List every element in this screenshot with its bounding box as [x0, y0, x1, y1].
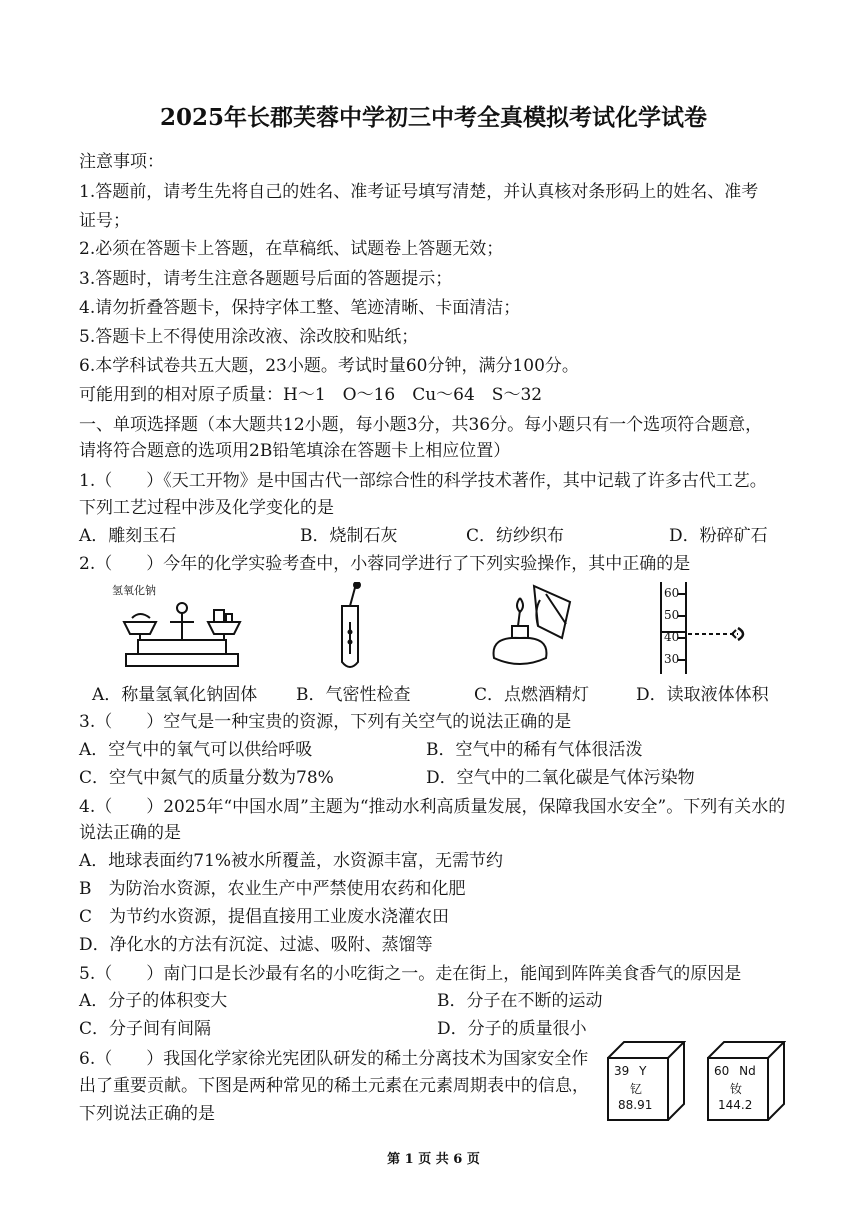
element-symbol: Y	[639, 1064, 647, 1078]
notes-item: 6.本学科试卷共五大题，23小题。考试时量60分钟，满分100分。	[79, 356, 579, 376]
exam-title: 2025年长郡芙蓉中学初三中考全真模拟考试化学试卷	[159, 104, 707, 131]
element-symbol: Nd	[739, 1064, 756, 1078]
q5-option-c: C．分子间有间隔	[79, 1019, 212, 1039]
notes-heading: 注意事项：	[79, 152, 164, 172]
atomic-mass: 88.91	[618, 1098, 653, 1112]
q4-option-b: B 为防治水资源，农业生产中严禁使用农药和化肥	[79, 879, 466, 899]
q2-option-c: C．点燃酒精灯	[474, 685, 590, 705]
tick-label: 60	[664, 586, 680, 600]
q6-stem-cont: 下列说法正确的是	[79, 1104, 215, 1124]
notes-item: 1.答题前，请考生先将自己的姓名、准考证号填写清楚，并认真核对条形码上的姓名、准考	[79, 182, 759, 202]
atomic-mass: 144.2	[718, 1098, 753, 1112]
atomic-masses: 可能用到的相对原子质量：H～1 O～16 Cu～64 S～32	[79, 385, 543, 405]
q3-option-c: C．空气中氮气的质量分数为78%	[79, 768, 334, 788]
element-name: 钇	[630, 1082, 643, 1096]
q2-option-a: A．称量氢氧化钠固体	[92, 685, 258, 705]
q4-option-a: A．地球表面约71%被水所覆盖，水资源丰富，无需节约	[79, 851, 504, 871]
tick-label: 50	[664, 608, 680, 622]
notes-item: 3.答题时，请考生注意各题题号后面的答题提示；	[79, 269, 453, 289]
notes-item: 证号；	[79, 211, 130, 231]
q3-option-a: A．空气中的氧气可以供给呼吸	[79, 740, 313, 760]
q1-option-b: B．烧制石灰	[300, 526, 398, 546]
test-tube-figure	[330, 582, 370, 678]
page-footer: 第 1 页 共 6 页	[387, 1152, 480, 1167]
q1-stem-cont: 下列工艺过程中涉及化学变化的是	[79, 498, 334, 518]
q1-option-a: A．雕刻玉石	[79, 526, 177, 546]
q1-stem: 1.（ ）《天工开物》是中国古代一部综合性的科学技术著作，其中记载了许多古代工艺。	[79, 471, 767, 491]
q2-option-b: B．气密性检查	[296, 685, 411, 705]
notes-item: 4.请勿折叠答题卡，保持字体工整、笔迹清晰、卡面清洁；	[79, 298, 521, 318]
q3-option-d: D．空气中的二氧化碳是气体污染物	[426, 768, 695, 788]
q4-option-d: D．净化水的方法有沉淀、过滤、吸附、蒸馏等	[79, 935, 433, 955]
q5-option-b: B．分子在不断的运动	[437, 991, 603, 1011]
alcohol-lamp-icon	[480, 580, 580, 680]
atomic-number: 60	[714, 1064, 730, 1078]
q5-stem: 5.（ ）南门口是长沙最有名的小吃街之一。走在街上，能闻到阵阵美食香气的原因是	[79, 964, 742, 984]
section1-instruction: 请将符合题意的选项用2B铅笔填涂在答题卡上相应位置）	[79, 441, 511, 461]
q3-stem: 3.（ ）空气是一种宝贵的资源，下列有关空气的说法正确的是	[79, 712, 572, 732]
q6-stem-cont: 出了重要贡献。下图是两种常见的稀土元素在元素周期表中的信息，	[79, 1076, 589, 1096]
q1-option-c: C．纺纱织布	[466, 526, 565, 546]
tick-label: 30	[664, 652, 680, 666]
test-tube-icon	[330, 582, 370, 674]
element-card-nd	[706, 1040, 786, 1124]
q3-option-b: B．空气中的稀有气体很活泼	[426, 740, 643, 760]
notes-item: 2.必须在答题卡上答题，在草稿纸、试题卷上答题无效；	[79, 239, 504, 259]
section1-heading: 一、单项选择题（本大题共12小题，每小题3分，共36分。每小题只有一个选项符合题意，	[79, 415, 763, 435]
element-name: 钕	[730, 1082, 743, 1096]
q4-option-c: C 为节约水资源，提倡直接用工业废水浇灌农田	[79, 907, 450, 927]
q4-stem-cont: 说法正确的是	[79, 823, 181, 843]
q6-stem: 6.（ ）我国化学家徐光宪团队研发的稀土分离技术为国家安全作	[79, 1049, 589, 1069]
q1-option-d: D．粉碎矿石	[669, 526, 768, 546]
graduated-cylinder-figure	[658, 580, 768, 680]
notes-item: 5.答题卡上不得使用涂改液、涂改胶和贴纸；	[79, 327, 419, 347]
q4-stem: 4.（ ）2025年“中国水周”主题为“推动水利高质量发展，保障我国水安全”。下列有关水的	[79, 797, 786, 817]
element-card-y	[606, 1040, 686, 1124]
alcohol-lamp-figure	[480, 580, 580, 684]
q5-option-d: D．分子的质量很小	[437, 1019, 587, 1039]
tick-label: 40	[664, 630, 680, 644]
q2-option-d: D．读取液体体积	[636, 685, 769, 705]
q2-stem: 2.（ ）今年的化学实验考查中，小蓉同学进行了下列实验操作，其中正确的是	[79, 554, 691, 574]
balance-figure	[110, 582, 250, 678]
q5-option-a: A．分子的体积变大	[79, 991, 228, 1011]
atomic-number: 39	[614, 1064, 630, 1078]
naoh-label: 氢氧化钠	[112, 584, 156, 597]
